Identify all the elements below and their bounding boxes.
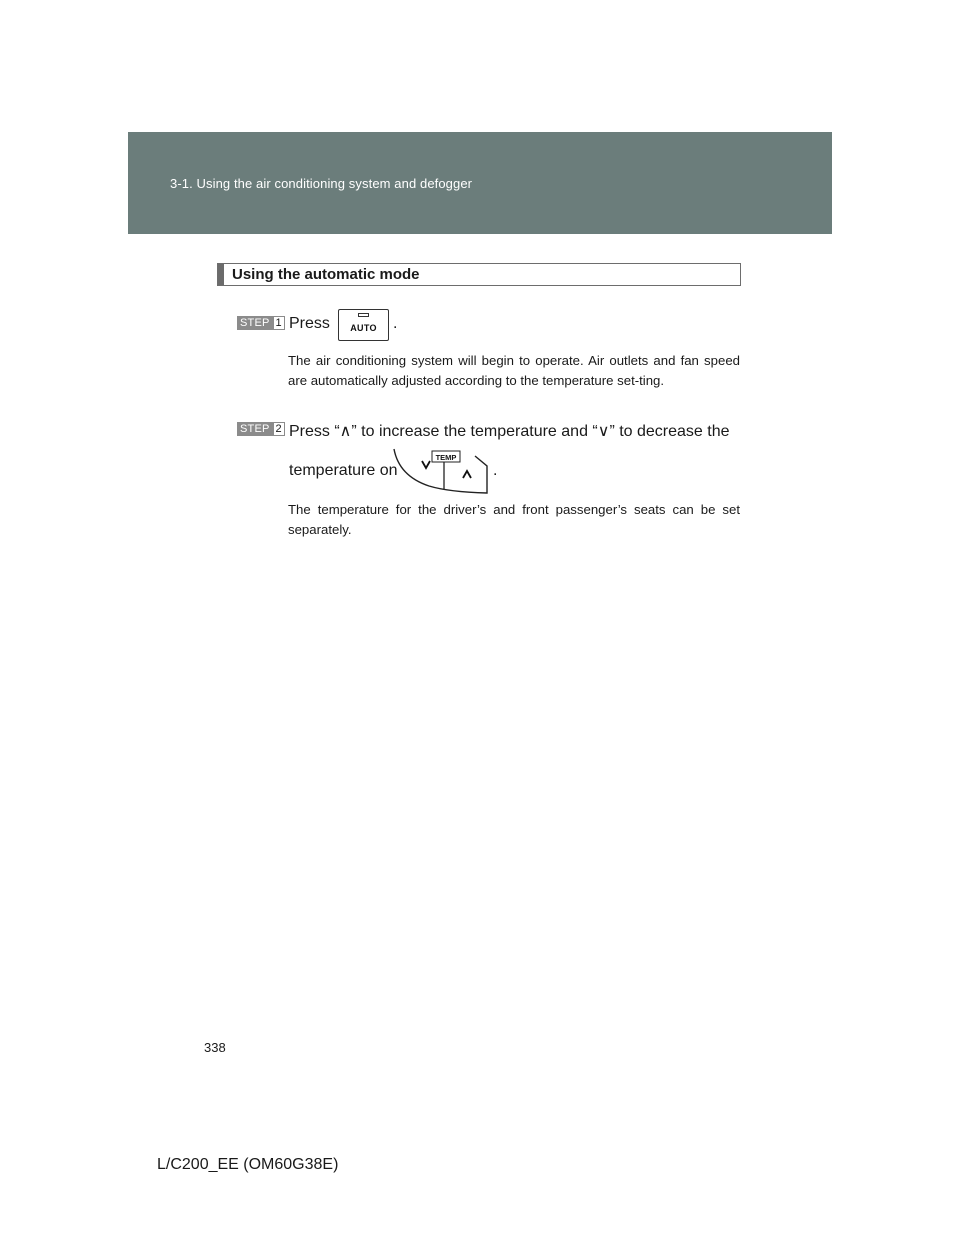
step-1-instruction-press: Press	[289, 315, 330, 332]
page-number: 338	[204, 1040, 226, 1055]
section-accent-bar	[218, 264, 224, 285]
step-1-badge	[237, 316, 285, 330]
temp-control-icon	[393, 448, 491, 494]
step-1-instruction-period: .	[393, 315, 398, 332]
step-2-number: 2	[273, 422, 285, 436]
step-1-number: 1	[273, 316, 285, 330]
chevron-up-icon	[463, 471, 471, 478]
section-title: Using the automatic mode	[232, 266, 420, 283]
auto-button-label: AUTO	[350, 323, 377, 333]
step-1-description: The air conditioning system will begin to operate. Air outlets and fan speed are automatically adjusted according to the temperature set-ting.	[288, 353, 740, 388]
chapter-header	[128, 132, 832, 234]
step-2-instruction-period: .	[493, 462, 498, 479]
auto-button-icon	[338, 309, 389, 341]
step-2-instruction-line2: temperature on	[289, 462, 398, 479]
chapter-title: 3-1. Using the air conditioning system and defogger	[170, 176, 473, 191]
temp-label: TEMP	[435, 453, 457, 462]
step-1-word: STEP	[237, 316, 273, 330]
step-2-badge	[237, 422, 285, 436]
step-2-word: STEP	[237, 422, 273, 436]
section-heading	[217, 263, 741, 286]
auto-indicator-light	[358, 313, 369, 317]
step-2-description: The temperature for the driver’s and front passenger’s seats can be set separately.	[288, 502, 740, 537]
document-code: L/C200_EE (OM60G38E)	[157, 1156, 339, 1173]
step-2-instruction-line1: Press “∧” to increase the temperature and “∨” to decrease the	[289, 423, 730, 440]
chevron-down-icon	[422, 461, 430, 468]
